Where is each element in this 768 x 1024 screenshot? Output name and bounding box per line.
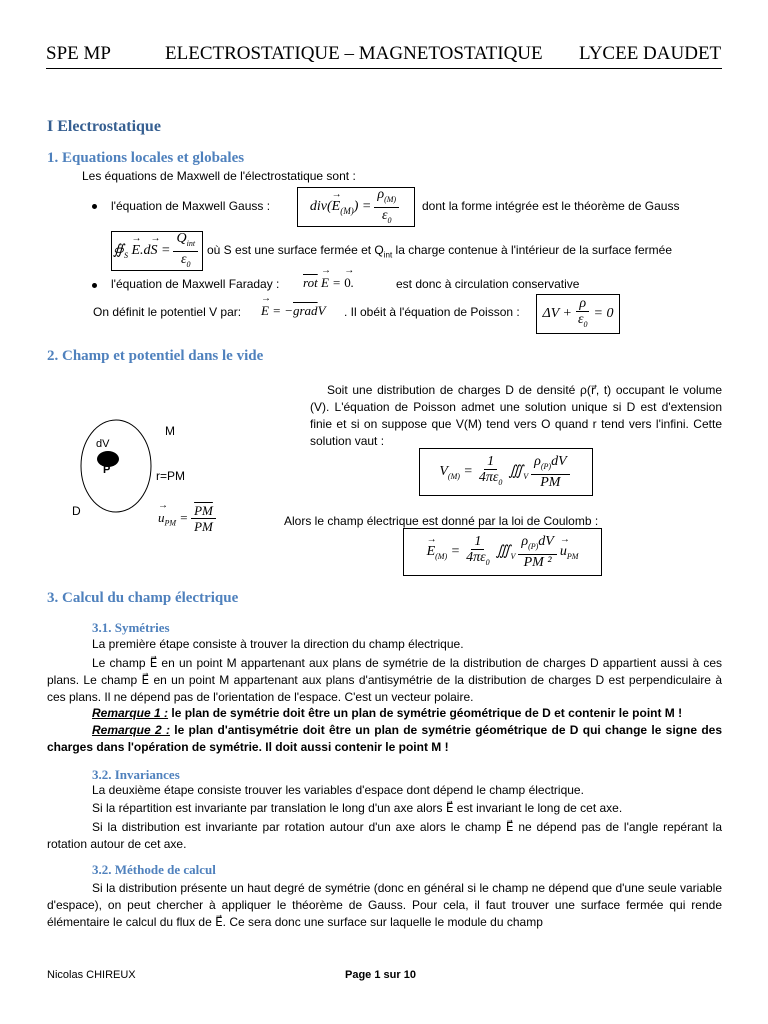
- potential-integral-formula: $V_{(M)}$ = $\frac{1}{4\pi\varepsilon_0}$ $∭_V$ $\frac{\rho_{(P)}dV}{PM}$: [419, 448, 593, 496]
- potential-text-b: . Il obéit à l'équation de Poisson :: [344, 305, 520, 319]
- poisson-formula: ΔV + $\frac{\rho}{\varepsilon_0}$ = 0: [536, 294, 620, 334]
- distribution-text: Soit une distribution de charges D de densité ρ(r⃗, t) occupant le volume (V). L'équation de Poisson admet une solution unique si D est d'extension finie et si on suppose que V(M) tend vers O quand r tend vers l'infini. Cette solution vaut :: [310, 383, 722, 448]
- distribution-outline: [81, 420, 151, 512]
- header-rule: [46, 68, 722, 69]
- footer-page: Page 1 sur 10: [345, 969, 416, 981]
- bullet-icon: [92, 204, 97, 209]
- invariances-title: 3.2. Invariances: [92, 767, 180, 782]
- potential-text-a: On définit le potentiel V par:: [93, 305, 242, 319]
- bullet1-text-a: l'équation de Maxwell Gauss :: [111, 199, 271, 213]
- subsection-3-title: 3. Calcul du champ électrique: [47, 590, 239, 606]
- coulomb-formula: → $E_{(M)}$ = $\frac{1}{4\pi\varepsilon_0}$ $∭_V$ $\frac{\rho_{(P)}dV}{\text{PM ²}}$ → $u_{PM}$: [403, 528, 602, 576]
- method-title: 3.2. Méthode de calcul: [92, 862, 216, 877]
- invariances-p1: La deuxième étape consiste trouver les variables d'espace dont dépend le champ électrique.: [92, 783, 584, 797]
- invariances-p3: Si la distribution est invariante par rotation autour d'un axe alors le champ E⃗ ne dépend pas de l'angle repérant la rotation autour de cet axe.: [47, 820, 722, 851]
- figure-label-d: D: [72, 504, 81, 518]
- maxwell-faraday-formula: $\overline{rot} \to E$ = → 0.: [303, 275, 354, 291]
- subsection-2-title: 2. Champ et potentiel dans le vide: [47, 348, 264, 364]
- subsection-1-title: 1. Equations locales et globales: [47, 150, 245, 166]
- unit-vector-formula: → $u_{PM}$ = $\frac{\overline{PM}}{PM}$: [158, 503, 219, 534]
- maxwell-gauss-formula: $div(\to E_{(M)})$ = $\frac{\rho_{(M)}}{\varepsilon_0}$: [297, 187, 415, 227]
- coulomb-text: Alors le champ électrique est donné par la loi de Coulomb :: [284, 514, 599, 528]
- footer-author: Nicolas CHIREUX: [47, 969, 136, 981]
- header-right: LYCEE DAUDET: [579, 43, 722, 64]
- invariances-p2: Si la répartition est invariante par translation le long d'un axe alors E⃗ est invariant le long de cet axe.: [92, 801, 623, 815]
- symmetries-title: 3.1. Symétries: [92, 620, 170, 635]
- figure-label-r: r=PM: [156, 469, 186, 483]
- gauss-theorem-formula: $∯_S \to E.d\to S$ = $\frac{Q_{int}}{\varepsilon_0}$: [111, 231, 203, 271]
- section-title: I Electrostatique: [47, 118, 161, 135]
- header-left: SPE MP: [46, 43, 111, 64]
- intro-text: Les équations de Maxwell de l'électrostatique sont :: [82, 169, 356, 183]
- bullet-icon: [92, 283, 97, 288]
- figure-label-p: P: [103, 464, 111, 476]
- header-center: ELECTROSTATIQUE – MAGNETOSTATIQUE: [165, 43, 543, 64]
- gauss-description: où S est une surface fermée et $Q_{int}$ la charge contenue à l'intérieur de la surface fermée: [207, 243, 673, 260]
- bullet1-text-b: dont la forme intégrée est le théorème de Gauss: [422, 199, 680, 213]
- symmetries-p1: La première étape consiste à trouver la direction du champ électrique.: [92, 637, 464, 651]
- potential-formula: → E = −gradV: [261, 303, 326, 319]
- figure-label-dv: dV: [96, 438, 110, 450]
- symmetries-p2: Le champ E⃗ en un point M appartenant aux plans de symétrie de la distribution de charges D appartient aussi à ces plans. Le champ E⃗ en un point M appartenant aux plans d'antisymétrie de la distribution de charges D est perpendiculaire à ces plans. Il ne dépend pas de l'orientation de l'espace. C'est un vecteur polaire.: [47, 656, 722, 704]
- bullet2-text-b: est donc à circulation conservative: [396, 277, 580, 291]
- remark-1: Remarque 1 : le plan de symétrie doit être un plan de symétrie géométrique de D et contenir le point M !: [92, 706, 683, 720]
- figure-label-m: M: [165, 424, 175, 438]
- method-p1: Si la distribution présente un haut degré de symétrie (donc en général si le champ ne dépend que d'une seule variable d'espace), on peut chercher à appliquer le théorème de Gauss. Pour cela, il faut trouver une surface fermée qui rende élémentaire le calcul du flux de E⃗. Ce sera donc une surface sur laquelle le module du champ: [47, 881, 722, 929]
- remark-2: Remarque 2 : le plan d'antisymétrie doit être un plan de symétrie géométrique de D qui change le signe des charges dans l'opération de symétrie. Il doit aussi contenir le point M !: [47, 723, 722, 754]
- bullet2-text-a: l'équation de Maxwell Faraday :: [111, 277, 280, 291]
